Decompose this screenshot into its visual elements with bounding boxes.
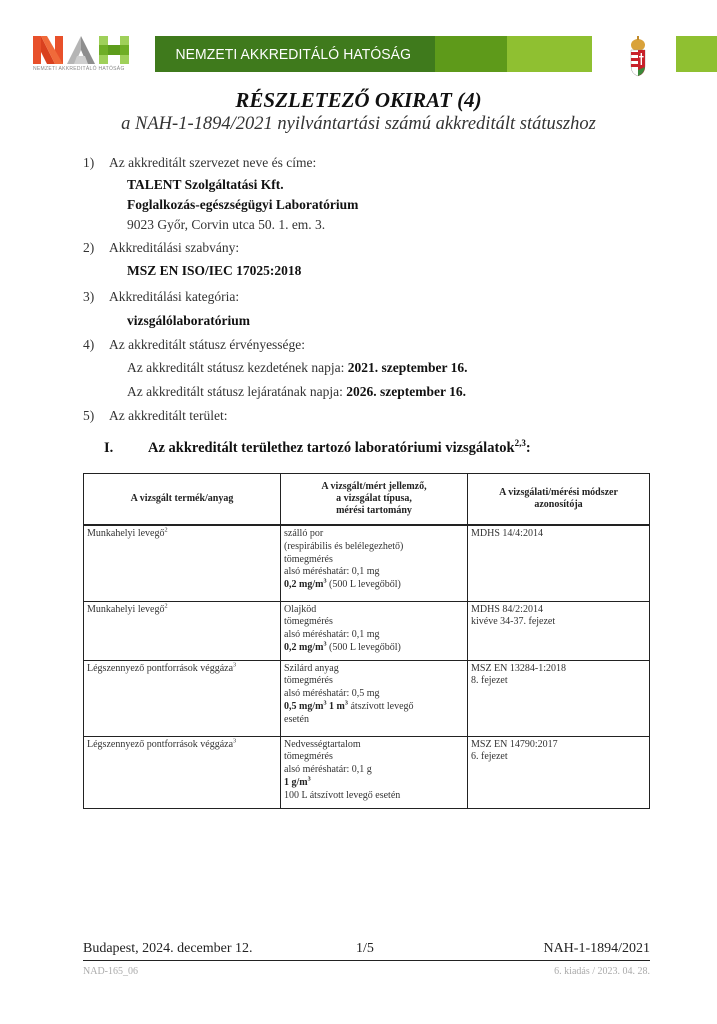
laboratory-tests-table xyxy=(83,473,650,809)
range-value: 1 g/m xyxy=(284,776,308,788)
method-id: MSZ EN 13284-1:2018 xyxy=(471,662,566,674)
table-row xyxy=(84,525,650,601)
method-id: MDHS 84/2:2014 xyxy=(471,603,543,615)
cell-characteristic xyxy=(281,660,468,736)
method-note: 6. fejezet xyxy=(471,751,508,763)
footer-divider xyxy=(83,960,650,961)
cell-material xyxy=(84,525,281,601)
document-subtitle: a NAH-1-1894/2021 nyilvántartási számú akkreditált státuszhoz xyxy=(121,114,596,134)
range-extra: esetén xyxy=(284,713,309,725)
range-note: (500 L levegőből) xyxy=(326,641,401,653)
footer-place-date: Budapest, 2024. december 12. xyxy=(83,941,253,956)
header-banner xyxy=(155,36,592,72)
characteristic-line: (respirábilis és belélegezhető) xyxy=(284,540,404,552)
validity-end-date: 2026. szeptember 16. xyxy=(346,384,467,399)
hungarian-coat-of-arms-icon xyxy=(628,36,648,78)
banner-light-segment xyxy=(507,36,592,72)
cell-material xyxy=(84,601,281,660)
cell-method xyxy=(468,660,650,736)
header-material: A vizsgált termék/anyag xyxy=(84,474,281,526)
logo-subtitle: NEMZETI AKKREDITÁLÓ HATÓSÁG xyxy=(33,66,125,72)
section-title xyxy=(148,440,531,457)
material-footnote: 3 xyxy=(233,737,237,745)
item-3-number: 3) xyxy=(83,289,95,304)
banner-title: NEMZETI AKKREDITÁLÓ HATÓSÁG xyxy=(175,45,412,63)
item-4-label: Az akkreditált státusz érvényessége: xyxy=(109,337,306,352)
characteristic-line: tömegmérés xyxy=(284,553,333,565)
material-text: Munkahelyi levegő xyxy=(87,603,165,615)
material-text: Munkahelyi levegő xyxy=(87,528,165,539)
document-title: RÉSZLETEZŐ OKIRAT (4) xyxy=(235,88,482,112)
measurement-range xyxy=(284,777,464,790)
cell-material xyxy=(84,736,281,808)
range-exponent: 3 xyxy=(323,699,327,707)
accreditation-standard: MSZ EN ISO/IEC 17025:2018 xyxy=(127,263,302,278)
cell-material xyxy=(84,660,281,736)
material-footnote: 3 xyxy=(233,661,237,669)
table-row xyxy=(84,736,650,808)
cell-method xyxy=(468,525,650,601)
header-method: A vizsgálati/mérési módszer azonosítója xyxy=(468,474,650,526)
footer-reference: NAH-1-1894/2021 xyxy=(543,941,650,956)
material-text: Légszennyező pontforrások véggáza xyxy=(87,662,234,674)
range-note: (500 L levegőből) xyxy=(326,579,401,591)
range-exponent: 3 xyxy=(307,775,311,783)
section-footnote: 2,3 xyxy=(514,438,526,449)
range-exponent: 3 xyxy=(323,577,327,585)
method-id: MDHS 14/4:2014 xyxy=(471,528,543,539)
range-volume-exponent: 3 xyxy=(344,699,348,707)
cell-method xyxy=(468,601,650,660)
characteristic-line: tömegmérés xyxy=(284,616,333,628)
item-4-number: 4) xyxy=(83,337,95,352)
characteristic-line: Olajköd xyxy=(284,603,317,615)
banner-right-segment xyxy=(676,36,717,72)
footer-form-code: NAD-165_06 xyxy=(83,966,138,977)
nah-logo-mark xyxy=(33,36,129,64)
range-exponent: 3 xyxy=(323,640,327,648)
item-1-number: 1) xyxy=(83,155,95,170)
footer-page-number: 1/5 xyxy=(356,941,374,956)
section-colon: : xyxy=(525,440,531,456)
cell-characteristic xyxy=(281,736,468,808)
characteristic-line: tömegmérés xyxy=(284,751,333,763)
characteristic-line: szálló por xyxy=(284,528,324,539)
range-extra: 100 L átszívott levegő esetén xyxy=(284,789,401,801)
characteristic-line: Szilárd anyag xyxy=(284,662,339,674)
range-value: 0,5 mg/m xyxy=(284,700,324,712)
table-row xyxy=(84,601,650,660)
section-roman-numeral: I. xyxy=(104,440,114,456)
validity-start-date: 2021. szeptember 16. xyxy=(347,360,468,375)
method-id: MSZ EN 14790:2017 xyxy=(471,738,558,750)
material-footnote: 2 xyxy=(164,526,168,534)
org-name: TALENT Szolgáltatási Kft. xyxy=(127,177,284,192)
item-5-number: 5) xyxy=(83,408,95,423)
item-5-label: Az akkreditált terület: xyxy=(109,408,228,423)
validity-end-label: Az akkreditált státusz lejáratának napja: xyxy=(127,384,347,399)
method-note: 8. fejezet xyxy=(471,675,508,687)
item-2-number: 2) xyxy=(83,240,95,255)
cell-characteristic xyxy=(281,601,468,660)
table-header-row xyxy=(84,474,650,526)
measurement-range xyxy=(284,701,464,714)
section-title-text: Az akkreditált területhez tartozó laboratóriumi vizsgálatok xyxy=(148,440,515,456)
measurement-range xyxy=(284,579,464,592)
item-3-label: Akkreditálási kategória: xyxy=(109,289,240,304)
characteristic-line: alsó méréshatár: 0,1 mg xyxy=(284,566,380,578)
item-2-label: Akkreditálási szabvány: xyxy=(109,240,240,255)
measurement-range xyxy=(284,642,464,655)
characteristic-line: alsó méréshatár: 0,1 mg xyxy=(284,629,380,641)
range-value: 0,2 mg/m xyxy=(284,579,324,591)
org-address: 9023 Győr, Corvin utca 50. 1. em. 3. xyxy=(127,217,326,232)
validity-start xyxy=(127,360,468,376)
range-note: átszívott levegő xyxy=(347,700,414,712)
cell-characteristic xyxy=(281,525,468,601)
nah-logo xyxy=(33,36,129,76)
validity-end xyxy=(127,384,466,400)
characteristic-line: alsó méréshatár: 0,5 mg xyxy=(284,688,380,700)
characteristic-line: alsó méréshatár: 0,1 g xyxy=(284,764,372,776)
org-unit: Foglalkozás-egészségügyi Laboratórium xyxy=(127,197,359,212)
accreditation-category: vizsgálólaboratórium xyxy=(127,313,250,328)
header-characteristic: A vizsgált/mért jellemző, a vizsgálat típusa, mérési tartomány xyxy=(281,474,468,526)
validity-start-label: Az akkreditált státusz kezdetének napja: xyxy=(127,360,348,375)
material-footnote: 2 xyxy=(164,602,168,610)
range-value: 0,2 mg/m xyxy=(284,641,324,653)
method-note: kivéve 34-37. fejezet xyxy=(471,616,556,628)
table-row xyxy=(84,660,650,736)
cell-method xyxy=(468,736,650,808)
section-heading xyxy=(104,438,531,457)
material-text: Légszennyező pontforrások véggáza xyxy=(87,738,234,750)
item-1-label: Az akkreditált szervezet neve és címe: xyxy=(109,155,317,170)
characteristic-line: Nedvességtartalom xyxy=(284,738,361,750)
banner-dark-segment xyxy=(155,36,435,72)
range-volume: 1 m xyxy=(326,700,345,712)
banner-mid-segment xyxy=(435,36,507,72)
characteristic-line: tömegmérés xyxy=(284,675,333,687)
footer-edition: 6. kiadás / 2023. 04. 28. xyxy=(554,966,650,977)
